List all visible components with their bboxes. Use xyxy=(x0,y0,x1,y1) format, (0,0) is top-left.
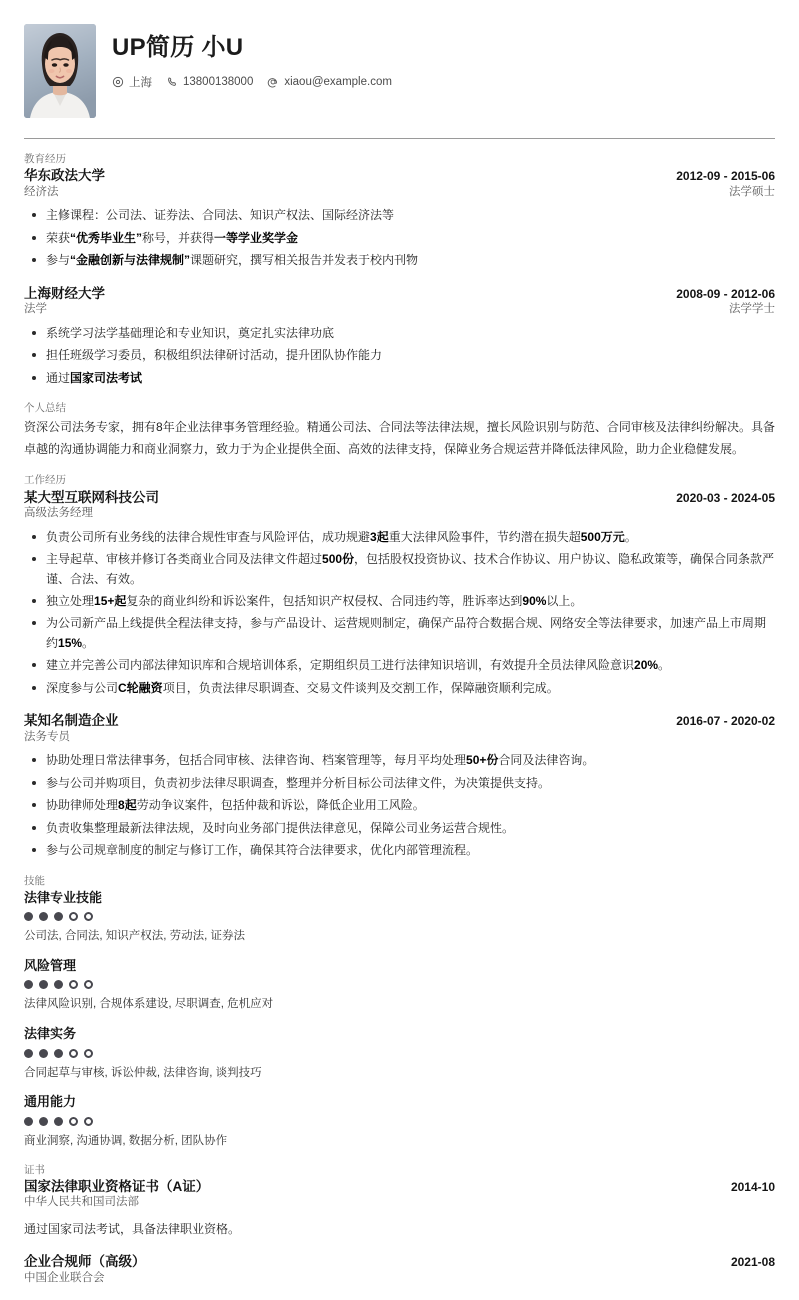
certificate-name: 企业合规师（高级） xyxy=(24,1253,146,1269)
skill-level-dot xyxy=(24,1049,33,1058)
skill-block xyxy=(24,889,775,945)
education-entry-head xyxy=(24,285,775,303)
skill-level-dot xyxy=(54,1117,63,1126)
skills-list xyxy=(24,889,775,1150)
contact-phone-value: 13800138000 xyxy=(183,75,254,88)
at-sign-icon xyxy=(267,76,279,88)
list-item: 独立处理15+起复杂的商业纠纷和诉讼案件，包括知识产权侵权、合同违约等，胜诉率达到90%以上。 xyxy=(24,592,775,611)
education-bullets xyxy=(24,206,775,270)
resume-header xyxy=(24,24,775,118)
work-entry xyxy=(24,489,775,699)
summary-text: 资深公司法务专家，拥有8年企业法律事务管理经验。精通公司法、合同法等法律法规，擅长风险识别与防范、合同审核及法律纠纷解决。具备卓越的沟通协调能力和商业洞察力，致力于为企业提供全面、高效的法律支持，保障业务合规运营并降低法律风险，助力企业稳健发展。 xyxy=(24,420,775,457)
contact-phone xyxy=(166,76,253,88)
identity-block xyxy=(112,24,401,90)
section-skills xyxy=(24,875,775,1150)
education-entry-sub xyxy=(24,185,775,201)
list-item: 担任班级学习委员，积极组织法律研讨活动，提升团队协作能力 xyxy=(24,346,775,365)
list-item: 主修课程：公司法、证券法、合同法、知识产权法、国际经济法等 xyxy=(24,206,775,225)
list-item: 通过国家司法考试 xyxy=(24,369,775,388)
list-item: 深度参与公司C轮融资项目，负责法律尽职调查、交易文件谈判及交割工作，保障融资顺利完成。 xyxy=(24,679,775,698)
education-major: 经济法 xyxy=(24,185,59,198)
certificate-description: 通过国家司法考试，具备法律职业资格。 xyxy=(24,1221,241,1236)
education-entry xyxy=(24,167,775,270)
work-title: 高级法务经理 xyxy=(24,507,93,520)
work-entry-head xyxy=(24,712,775,730)
skill-level-dot xyxy=(69,912,78,921)
education-date: 2012-09 - 2015-06 xyxy=(676,169,775,184)
certificate-head xyxy=(24,1253,775,1271)
skill-items: 法律风险识别, 合规体系建设, 尽职调查, 危机应对 xyxy=(24,998,274,1011)
list-item: 建立并完善公司内部法律知识库和合规培训体系，定期组织员工进行法律知识培训，有效提升全员法律风险意识20%。 xyxy=(24,656,775,675)
skill-items: 商业洞察, 沟通协调, 数据分析, 团队协作 xyxy=(24,1134,228,1147)
section-label-summary: 个人总结 xyxy=(24,401,66,414)
education-entry xyxy=(24,285,775,388)
skill-name: 法律实务 xyxy=(24,1026,77,1042)
certificate-entry xyxy=(24,1253,775,1286)
page-title: UP简历 小U xyxy=(112,34,244,61)
work-company: 某知名制造企业 xyxy=(24,713,119,729)
certificate-entry xyxy=(24,1178,775,1239)
education-date: 2008-09 - 2012-06 xyxy=(676,286,775,301)
skill-level-dot xyxy=(69,980,78,989)
skill-level-dot xyxy=(54,980,63,989)
section-label-work: 工作经历 xyxy=(24,474,66,487)
location-pin-icon xyxy=(112,76,124,88)
certificate-sub xyxy=(24,1271,775,1287)
certificate-date: 2021-08 xyxy=(730,1254,775,1269)
list-item: 参与“金融创新与法律规制”课题研究，撰写相关报告并发表于校内刊物 xyxy=(24,251,775,270)
skill-level-dot xyxy=(24,980,33,989)
certificate-issuer: 中华人民共和国司法部 xyxy=(24,1196,139,1209)
skill-level-dot xyxy=(24,912,33,921)
phone-icon xyxy=(166,76,178,88)
certificate-head xyxy=(24,1178,775,1196)
list-item: 负责收集整理最新法律法规，及时向业务部门提供法律意见，保障公司业务运营合规性。 xyxy=(24,819,775,838)
section-label-education: 教育经历 xyxy=(24,153,66,165)
list-item: 荣获“优秀毕业生”称号，并获得一等学业奖学金 xyxy=(24,229,775,248)
skill-block xyxy=(24,1025,775,1081)
education-entry-sub xyxy=(24,302,775,318)
skill-level-dot xyxy=(39,912,48,921)
skill-level-dot xyxy=(84,1049,93,1058)
contact-location xyxy=(112,74,152,90)
list-item: 主导起草、审核并修订各类商业合同及法律文件超过500份，包括股权投资协议、技术合作协议、用户协议、隐私政策等，确保合同条款严谨、合法、有效。 xyxy=(24,550,775,589)
skill-name: 法律专业技能 xyxy=(24,889,103,905)
certificate-date: 2014-10 xyxy=(730,1179,775,1194)
section-summary xyxy=(24,402,775,461)
section-work xyxy=(24,474,775,860)
work-bullets xyxy=(24,751,775,860)
skill-level-dot xyxy=(39,980,48,989)
contact-row xyxy=(112,74,401,90)
avatar xyxy=(24,24,96,118)
skill-level-dot xyxy=(84,1117,93,1126)
work-bullets xyxy=(24,528,775,699)
section-label-skills: 技能 xyxy=(24,874,45,887)
skill-level-dots xyxy=(24,912,775,921)
contact-email-value: xiaou@example.com xyxy=(284,75,392,88)
section-label-certificates: 证书 xyxy=(24,1163,45,1176)
work-entry-head xyxy=(24,489,775,507)
list-item: 参与公司并购项目，负责初步法律尽职调查，整理并分析目标公司法律文件，为决策提供支持。 xyxy=(24,774,775,793)
education-degree: 法学硕士 xyxy=(729,185,775,198)
work-entry xyxy=(24,712,775,860)
skill-items: 公司法, 合同法, 知识产权法, 劳动法, 证券法 xyxy=(24,930,246,943)
skill-level-dot xyxy=(54,1049,63,1058)
certificate-sub xyxy=(24,1195,775,1211)
contact-email xyxy=(267,76,392,88)
certificate-name: 国家法律职业资格证书（A证） xyxy=(24,1178,210,1194)
skill-level-dot xyxy=(39,1049,48,1058)
skill-name: 通用能力 xyxy=(24,1094,77,1110)
work-entry-sub xyxy=(24,506,775,522)
list-item: 系统学习法学基础理论和专业知识，奠定扎实法律功底 xyxy=(24,324,775,343)
section-certificates xyxy=(24,1164,775,1287)
skill-level-dot xyxy=(84,980,93,989)
list-item: 负责公司所有业务线的法律合规性审查与风险评估，成功规避3起重大法律风险事件，节约潜在损失超500万元。 xyxy=(24,528,775,547)
skill-level-dot xyxy=(24,1117,33,1126)
list-item: 参与公司规章制度的制定与修订工作，确保其符合法律要求，优化内部管理流程。 xyxy=(24,841,775,860)
certificate-issuer: 中国企业联合会 xyxy=(24,1271,105,1284)
skill-name: 风险管理 xyxy=(24,957,77,973)
skill-items: 合同起草与审核, 诉讼仲裁, 法律咨询, 谈判技巧 xyxy=(24,1066,262,1079)
list-item: 为公司新产品上线提供全程法律支持，参与产品设计、运营规则制定，确保产品符合数据合规、网络安全等法律要求，加速产品上市周期约15%。 xyxy=(24,614,775,653)
skill-level-dot xyxy=(69,1049,78,1058)
list-item: 协助律师处理8起劳动争议案件，包括仲裁和诉讼，降低企业用工风险。 xyxy=(24,796,775,815)
work-company: 某大型互联网科技公司 xyxy=(24,489,159,505)
work-date: 2020-03 - 2024-05 xyxy=(676,490,775,505)
skill-level-dot xyxy=(39,1117,48,1126)
work-entry-sub xyxy=(24,730,775,746)
skill-level-dots xyxy=(24,1117,775,1126)
education-school: 上海财经大学 xyxy=(24,285,105,301)
skill-block xyxy=(24,1093,775,1149)
work-title: 法务专员 xyxy=(24,730,70,743)
skill-level-dot xyxy=(84,912,93,921)
education-entry-head xyxy=(24,167,775,185)
skill-level-dots xyxy=(24,980,775,989)
education-degree: 法学学士 xyxy=(729,303,775,316)
education-bullets xyxy=(24,324,775,388)
skill-level-dots xyxy=(24,1049,775,1058)
contact-location-value: 上海 xyxy=(129,76,152,89)
list-item: 协助处理日常法律事务，包括合同审核、法律咨询、档案管理等，每月平均处理50+份合同及法律咨询。 xyxy=(24,751,775,770)
education-major: 法学 xyxy=(24,303,47,316)
skill-level-dot xyxy=(69,1117,78,1126)
section-education xyxy=(24,153,775,388)
skill-level-dot xyxy=(54,912,63,921)
work-date: 2016-07 - 2020-02 xyxy=(676,714,775,729)
header-divider xyxy=(24,138,775,139)
skill-block xyxy=(24,957,775,1013)
education-school: 华东政法大学 xyxy=(24,168,105,184)
